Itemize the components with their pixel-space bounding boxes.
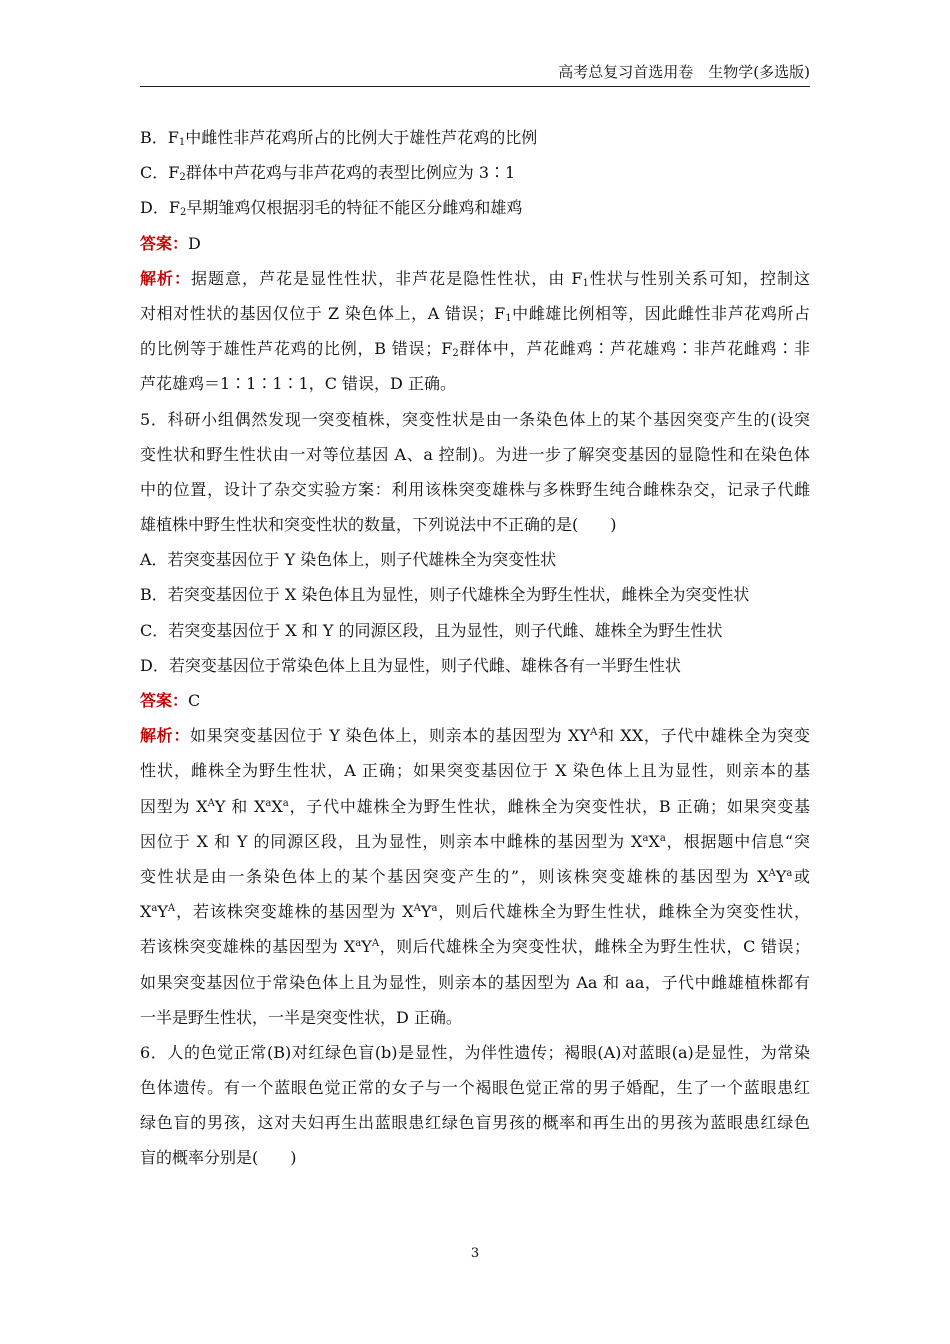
q4-answer: 答案：D: [140, 233, 201, 253]
q5-analysis-line: 因型为 $X^AY$ 和 $X^aX^a$，子代中雄株全为野生性状，雌株全为突变性状，B 正确；如果突变基: [140, 796, 810, 816]
q4-analysis-line: 对相对性状的基因仅位于 Z 染色体上，A 错误；$F_1$中雌雄比例相等，因此雌性非芦花鸡所占: [140, 303, 810, 324]
q4-option-d: D．$F_2$早期雏鸡仅根据羽毛的特征不能区分雌鸡和雄鸡: [140, 198, 523, 219]
answer-label: 答案：: [140, 233, 189, 253]
q5-stem-line: 中的位置，设计了杂交实验方案：利用该株突变雄株与多株野生纯合雌株杂交，记录子代雌: [140, 479, 810, 499]
q5-analysis-line: 性状，雌株全为野生性状，A 正确；如果突变基因位于 X 染色体上且为显性，则亲本的基: [140, 761, 810, 781]
page-body: [140, 120, 810, 1176]
q5-option-a: A．若突变基因位于 Y 染色体上，则子代雄株全为突变性状: [140, 550, 557, 570]
q5-analysis-line: 解析：如果突变基因位于 Y 染色体上，则亲本的基因型为 $XY^A$和 XX，子代中雄株全为突变: [140, 726, 810, 746]
running-header: 高考总复习首选用卷 生物学(多选版): [558, 63, 810, 81]
header-divider: [140, 86, 810, 87]
analysis-label: 解析：: [140, 726, 191, 746]
q5-stem-line: 雄植株中野生性状和突变性状的数量，下列说法中不正确的是( ): [140, 515, 617, 535]
q6-stem-line: 色体遗传。有一个蓝眼色觉正常的女子与一个褐眼色觉正常的男子婚配，生了一个蓝眼患红: [140, 1078, 810, 1098]
q5-answer: 答案：C: [140, 691, 201, 710]
q5-stem-line: 变性状和野生性状由一对等位基因 A、a 控制)。为进一步了解突变基因的显隐性和在染色体: [140, 444, 810, 464]
analysis-label: 解析：: [140, 268, 192, 288]
q4-analysis-line: 的比例等于雄性芦花鸡的比例，B 错误；$F_2$群体中，芦花雌鸡∶芦花雄鸡∶非芦花雌鸡∶非: [140, 339, 810, 360]
q4-option-b: B．$F_1$中雌性非芦花鸡所占的比例大于雄性芦花鸡的比例: [140, 128, 538, 148]
q6-stem-line: 6．人的色觉正常(B)对红绿色盲(b)是显性，为伴性遗传；褐眼(A)对蓝眼(a)是显性，为常染: [140, 1042, 810, 1062]
q5-analysis-line: 变性状是由一条染色体上的某个基因突变产生的”，则该株突变雄株的基因型为 $X^AY^a$或: [140, 866, 810, 886]
page-number: 3: [470, 1246, 480, 1261]
q5-option-b: B．若突变基因位于 X 染色体且为显性，则子代雄株全为野生性状，雌株全为突变性状: [140, 585, 750, 605]
q5-analysis-line: 若该株突变雄株的基因型为 $X^aY^A$，则后代雄株全为突变性状，雌株全为野生性状，C 错误；: [140, 937, 810, 957]
q6-stem-line: 盲的概率分别是( ): [140, 1148, 297, 1168]
q5-stem-line: 5．科研小组偶然发现一突变植株，突变性状是由一条染色体上的某个基因突变产生的(设突: [140, 409, 810, 429]
q5-analysis-line: 一半是野生性状，一半是突变性状，D 正确。: [140, 1007, 462, 1027]
q6-stem-line: 绿色盲的男孩，这对夫妇再生出蓝眼患红绿色盲男孩的概率和再生出的男孩为蓝眼患红绿色: [140, 1113, 810, 1133]
q4-analysis-line: 芦花雄鸡＝1∶1∶1∶1，C 错误，D 正确。: [140, 374, 456, 394]
q5-analysis-line: $X^aY^A$，若该株突变雄株的基因型为 $X^AY^a$，则后代雄株全为野生性状，雌株全为突变性状，: [140, 902, 810, 922]
q5-option-c: C．若突变基因位于 X 和 Y 的同源区段，且为显性，则子代雌、雄株全为野生性状: [140, 620, 723, 640]
answer-label: 答案：: [140, 691, 189, 710]
q5-option-d: D．若突变基因位于常染色体上且为显性，则子代雌、雄株各有一半野生性状: [140, 655, 681, 675]
q4-option-c: C．$F_2$群体中芦花鸡与非芦花鸡的表型比例应为 3∶1: [140, 163, 516, 184]
q5-analysis-line: 因位于 X 和 Y 的同源区段，且为显性，则亲本中雌株的基因型为 $X^aX^a$，根据题中信息“突: [140, 831, 810, 851]
q4-analysis-line: 解析：据题意，芦花是显性性状，非芦花是隐性性状，由 $F_1$性状与性别关系可知，控制这: [140, 268, 810, 289]
q5-analysis-line: 如果突变基因位于常染色体上且为显性，则亲本的基因型为 Aa 和 aa，子代中雌雄植株都有: [140, 972, 810, 992]
